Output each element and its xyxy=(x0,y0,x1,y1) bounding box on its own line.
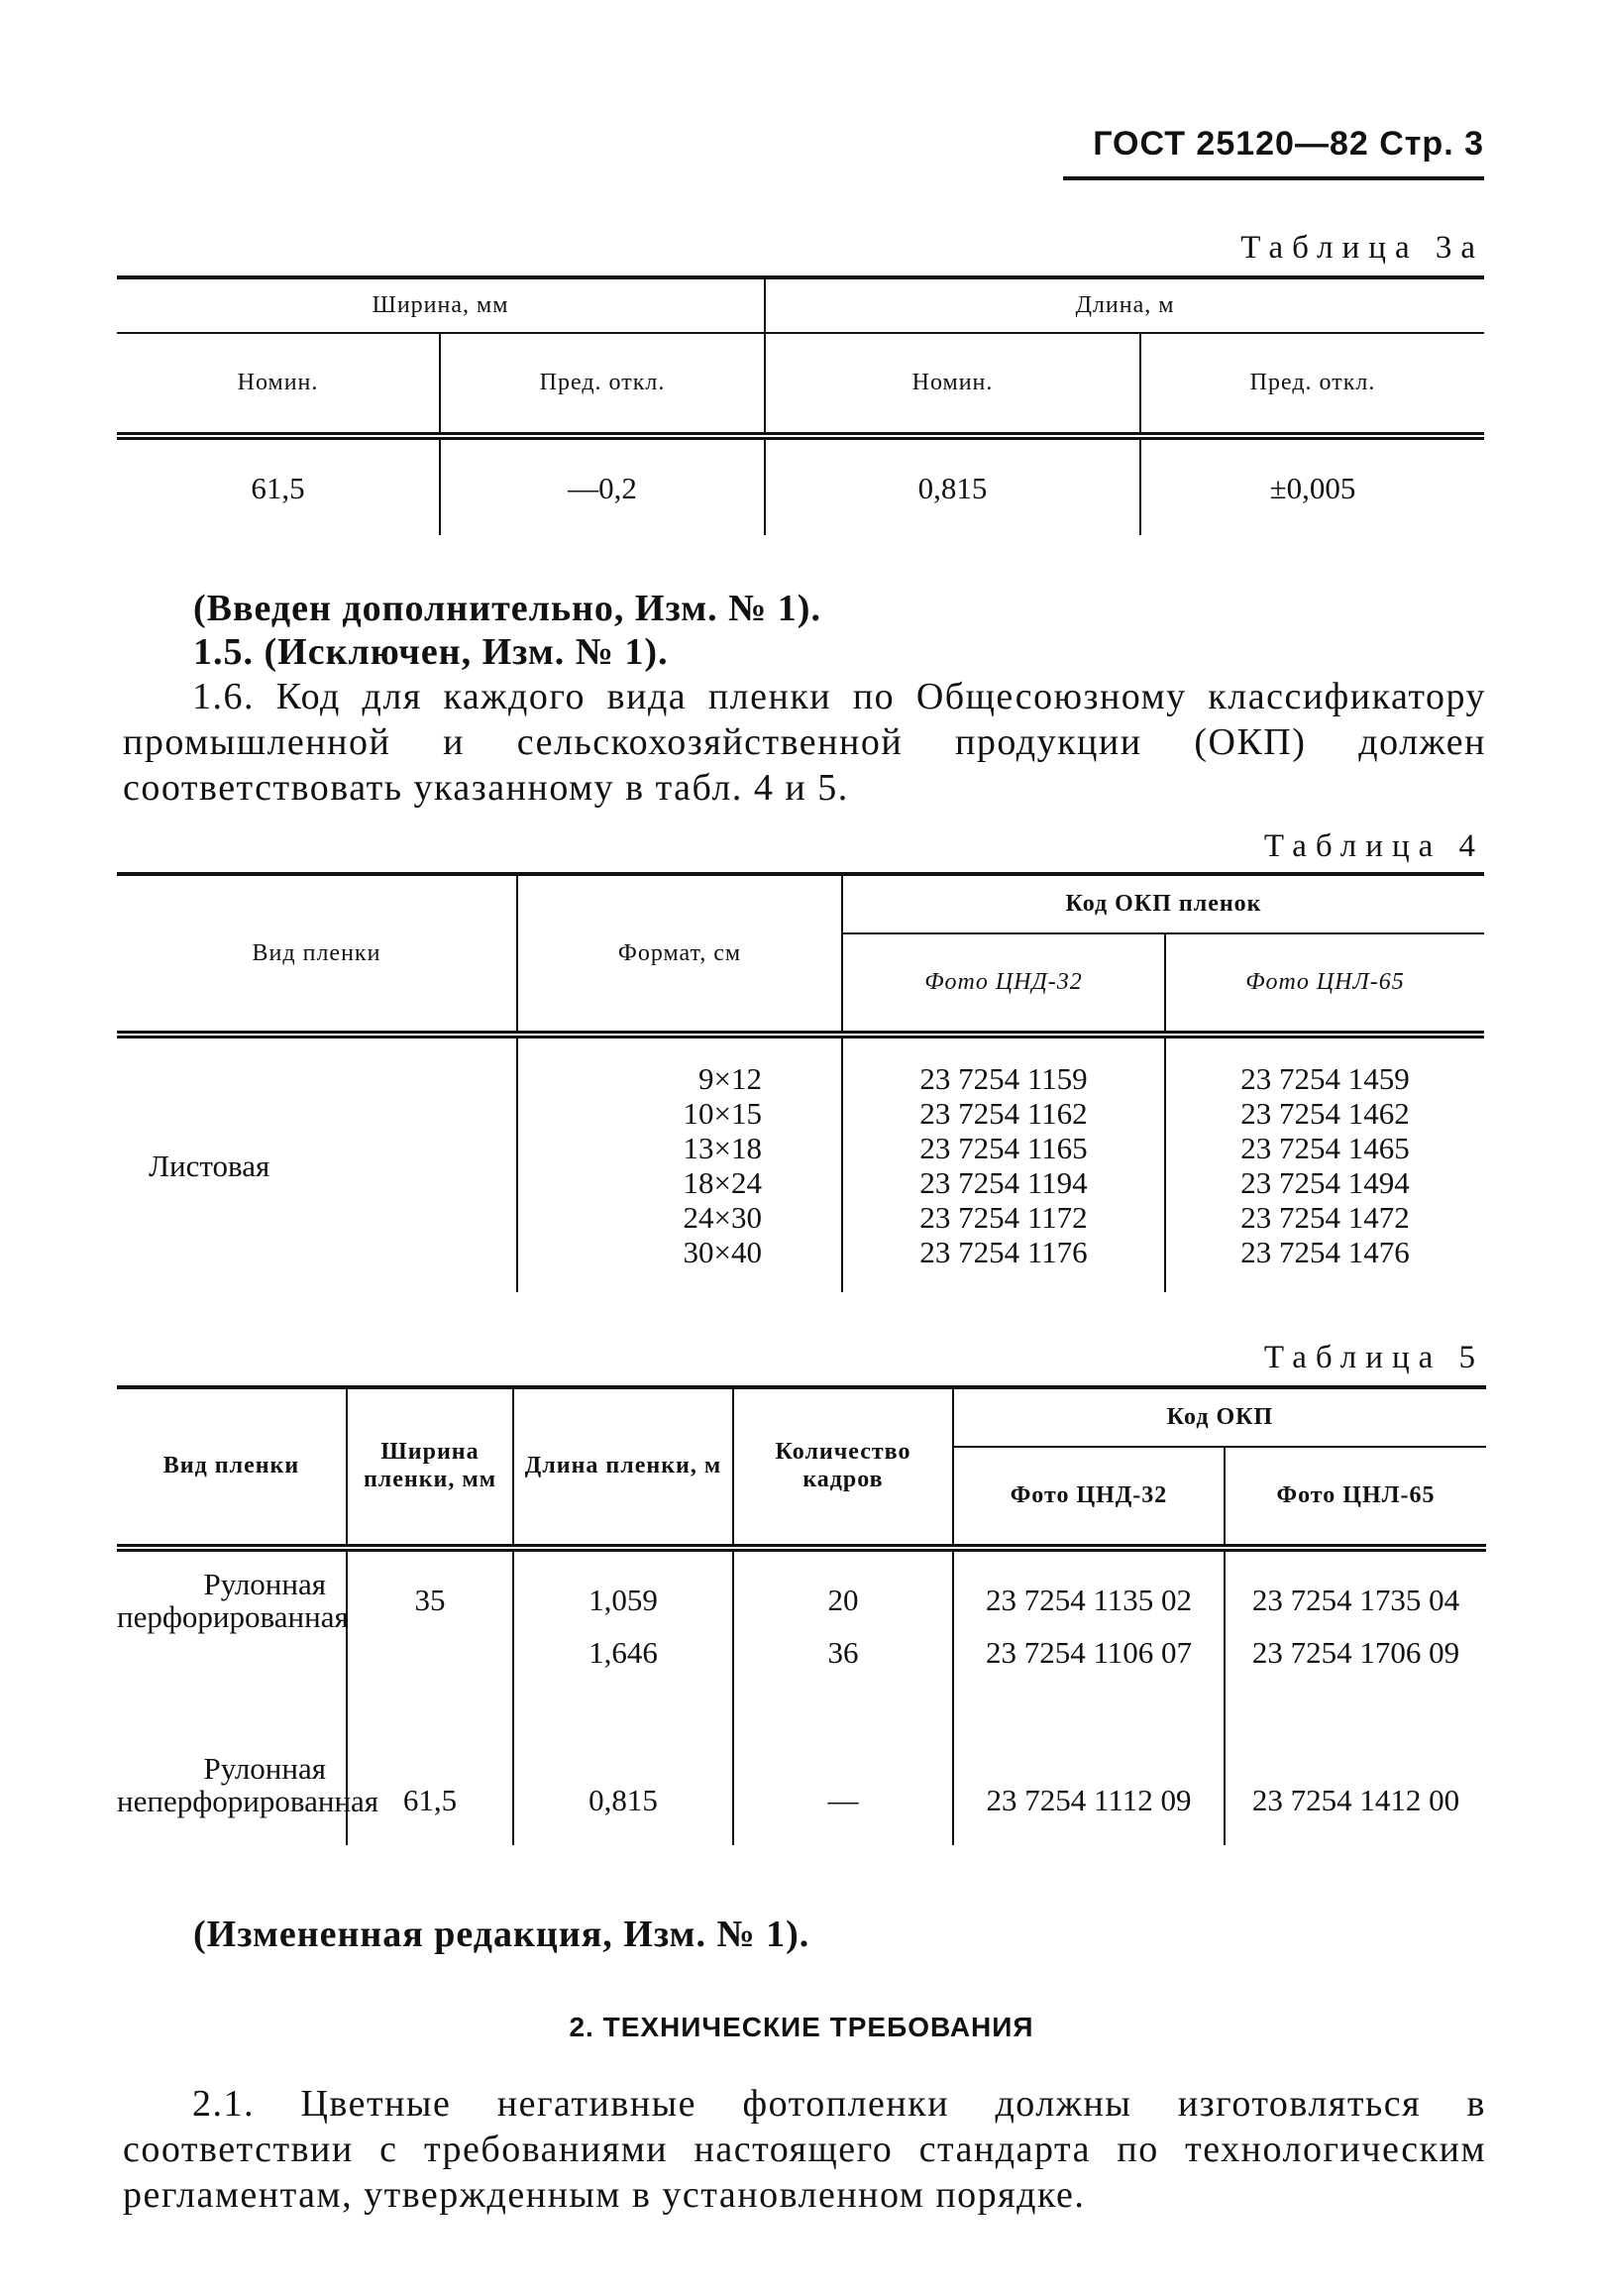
note-amended: (Измененная редакция, Изм. № 1). xyxy=(193,1913,810,1955)
table-3a-header-dev-length: Пред. откл. xyxy=(1140,333,1484,436)
table-5-row-3-length: 0,815 xyxy=(513,1687,733,1845)
table-4-header-format: Формат, см xyxy=(517,874,842,1035)
table-4-cnd-code: 23 7254 1194 xyxy=(919,1165,1088,1200)
table-4-cell-type: Листовая xyxy=(117,1035,517,1292)
table-4-header-cnd: Фото ЦНД-32 xyxy=(842,933,1165,1035)
table-5-header-length: Длина пленки, м xyxy=(513,1387,733,1548)
table-3a-caption: Таблица 3а xyxy=(1240,230,1484,266)
table-4-cnl-code: 23 7254 1494 xyxy=(1240,1165,1410,1200)
table-5-row-2-frames: 36 xyxy=(733,1617,953,1687)
table-4-caption: Таблица 4 xyxy=(1263,828,1484,864)
table-4-format: 30×40 xyxy=(683,1235,762,1269)
table-5-row-1-length: 1,059 xyxy=(513,1548,733,1617)
table-4-cell-cnl xyxy=(1165,1035,1484,1292)
table-5-header-code: Код ОКП xyxy=(953,1387,1486,1447)
table-5-row-2-length: 1,646 xyxy=(513,1617,733,1687)
table-4-cnd-code: 23 7254 1159 xyxy=(919,1061,1088,1096)
table-5-caption: Таблица 5 xyxy=(1263,1340,1484,1375)
table-5-row-3-width: 61,5 xyxy=(347,1687,513,1845)
table-5-row-1-cnl: 23 7254 1735 04 xyxy=(1225,1548,1486,1617)
table-4-format: 9×12 xyxy=(698,1061,762,1096)
table-5-row-3-frames: — xyxy=(733,1687,953,1845)
table-3a-cell-width-dev: —0,2 xyxy=(440,436,765,535)
table-5-row-1-cnd: 23 7254 1135 02 xyxy=(953,1548,1225,1617)
table-3a-cell-length-nom: 0,815 xyxy=(765,436,1140,535)
table-3a-header-length: Длина, м xyxy=(765,277,1484,333)
table-3a xyxy=(117,275,1484,535)
table-5-row-3-type: Рулонная неперфорированная xyxy=(117,1751,379,1818)
paragraph-1-6: 1.6. Код для каждого вида пленки по Общесоюзному классификатору промышленной и сельскохозяйственной продукции (ОКП) должен соответствовать указанному в табл. 4 и 5. xyxy=(123,676,1486,809)
table-5-row-3-cnd: 23 7254 1112 09 xyxy=(953,1687,1225,1845)
table-4-cnl-code: 23 7254 1476 xyxy=(1240,1235,1410,1269)
page-header: ГОСТ 25120—82 Стр. 3 xyxy=(1093,125,1484,163)
table-5-row-2-width xyxy=(347,1617,513,1687)
table-4-cnl-code: 23 7254 1459 xyxy=(1240,1061,1410,1096)
table-4 xyxy=(117,872,1484,1292)
table-3a-header-nom-width: Номин. xyxy=(237,370,319,396)
note-added: (Введен дополнительно, Изм. № 1). xyxy=(193,588,821,629)
table-4-cell-formats xyxy=(517,1035,842,1292)
table-4-cnd-code: 23 7254 1176 xyxy=(919,1235,1088,1269)
table-4-cnl-code: 23 7254 1462 xyxy=(1240,1096,1410,1131)
table-4-format: 24×30 xyxy=(683,1200,762,1235)
header-rule xyxy=(1063,176,1484,180)
table-5-header-cnd: Фото ЦНД-32 xyxy=(953,1447,1225,1548)
table-5-header-type: Вид пленки xyxy=(117,1387,347,1548)
table-5-header-frames: Количество кадров xyxy=(733,1387,953,1548)
table-3a-header-width: Ширина, мм xyxy=(117,277,765,333)
table-3a-cell-width-nom: 61,5 xyxy=(117,436,440,535)
table-5-row-1-frames: 20 xyxy=(733,1548,953,1617)
table-3a-header-dev-width: Пред. откл. xyxy=(440,333,765,436)
table-5-row-3-cnl: 23 7254 1412 00 xyxy=(1225,1687,1486,1845)
table-3a-header-nom-length: Номин. xyxy=(765,333,1140,436)
table-5-row-2-cnl: 23 7254 1706 09 xyxy=(1225,1617,1486,1687)
table-5-row-2-cnd: 23 7254 1106 07 xyxy=(953,1617,1225,1687)
table-5-header-cnl: Фото ЦНЛ-65 xyxy=(1225,1447,1486,1548)
paragraph-2-1: 2.1. Цветные негативные фотопленки должны изготовляться в соответствии с требованиями настоящего стандарта по технологическим регламентам, утвержденным в установленном порядке. xyxy=(123,2083,1486,2216)
table-4-header-cnl: Фото ЦНЛ-65 xyxy=(1165,933,1484,1035)
table-4-format: 13×18 xyxy=(683,1131,762,1165)
table-4-cnd-code: 23 7254 1165 xyxy=(919,1131,1088,1165)
table-4-cnl-code: 23 7254 1465 xyxy=(1240,1131,1410,1165)
table-4-format: 18×24 xyxy=(683,1165,762,1200)
table-4-cnl-code: 23 7254 1472 xyxy=(1240,1200,1410,1235)
table-4-header-code: Код ОКП пленок xyxy=(842,874,1484,933)
section-2-title: 2. ТЕХНИЧЕСКИЕ ТРЕБОВАНИЯ xyxy=(569,2012,1034,2042)
table-5-row-1-width: 35 xyxy=(347,1548,513,1617)
table-4-format: 10×15 xyxy=(683,1096,762,1131)
table-4-cnd-code: 23 7254 1172 xyxy=(919,1200,1088,1235)
table-4-header-type: Вид пленки xyxy=(117,874,517,1035)
table-3a-cell-length-dev: ±0,005 xyxy=(1140,436,1484,535)
table-5-row-1-type: Рулонная перфорированная xyxy=(117,1548,347,1687)
table-5 xyxy=(117,1385,1486,1845)
table-5-header-width: Ширина пленки, мм xyxy=(347,1387,513,1548)
table-4-cell-cnd xyxy=(842,1035,1165,1292)
note-excluded: 1.5. (Исключен, Изм. № 1). xyxy=(193,631,669,673)
table-4-cnd-code: 23 7254 1162 xyxy=(919,1096,1088,1131)
